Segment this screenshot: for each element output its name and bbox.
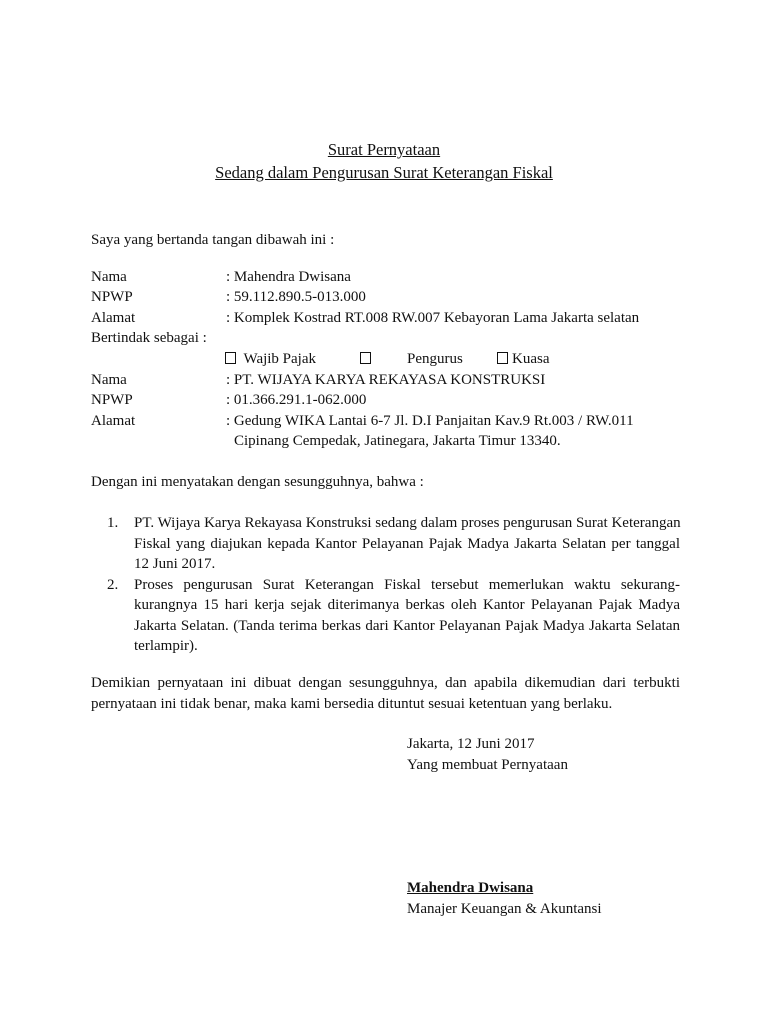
item-line: PT. Wijaya Karya Rekayasa Konstruksi sedang dalam proses pengurusan Surat Keterangan — [134, 515, 681, 531]
item-line: kurangnya 15 hari kerja sejak diterimanya berkas oleh Kantor Pelayanan Pajak Madya — [134, 597, 680, 613]
closing-line: pernyataan ini tidak benar, maka kami bersedia dituntut sesuai ketentuan yang berlaku. — [91, 696, 613, 712]
person-address-label: Alamat — [91, 310, 136, 326]
acting-as-label: Bertindak sebagai : — [91, 330, 207, 346]
person-address-value: : Komplek Kostrad RT.008 RW.007 Kebayoran Lama Jakarta selatan — [226, 310, 640, 326]
company-npwp-value: : 01.366.291.1-062.000 — [226, 392, 367, 408]
company-address-value-2: Cipinang Cempedak, Jatinegara, Jakarta Timur 13340. — [234, 433, 561, 449]
option-pengurus: Pengurus — [407, 351, 463, 367]
company-npwp-label: NPWP — [91, 392, 133, 408]
option-wajib-pajak — [225, 350, 316, 368]
item-line: Jakarta Selatan. (Tanda terima berkas dari Kantor Pelayanan Pajak Madya Jakarta Selatan — [134, 618, 680, 634]
person-name-value: : Mahendra Dwisana — [226, 269, 351, 285]
statement-intro: Dengan ini menyatakan dengan sesungguhnya, bahwa : — [91, 474, 424, 490]
item-line: terlampir). — [134, 638, 198, 654]
closing-line: Demikian pernyataan ini dibuat dengan sesungguhnya, dan apabila dikemudian dari terbukti — [91, 675, 680, 691]
intro-text: Saya yang bertanda tangan dibawah ini : — [91, 232, 335, 248]
document-subtitle: Sedang dalam Pengurusan Surat Keterangan Fiskal — [215, 163, 553, 182]
place-date: Jakarta, 12 Juni 2017 — [407, 736, 535, 752]
checkbox-icon — [360, 350, 375, 368]
company-name-value: : PT. WIJAYA KARYA REKAYASA KONSTRUKSI — [226, 372, 546, 388]
option-kuasa — [497, 350, 550, 368]
item-line: Fiskal yang diajukan kepada Kantor Pelayanan Pajak Madya Jakarta Selatan per tanggal — [134, 536, 680, 552]
checkbox-icon — [360, 352, 371, 364]
option-label: Wajib Pajak — [243, 351, 317, 367]
option-label: Kuasa — [512, 351, 550, 367]
person-npwp-value: : 59.112.890.5-013.000 — [226, 289, 366, 305]
company-address-label: Alamat — [91, 413, 136, 429]
item-number: 2. — [107, 577, 119, 593]
company-address-value: : Gedung WIKA Lantai 6-7 Jl. D.I Panjaitan Kav.9 Rt.003 / RW.011 — [226, 413, 634, 429]
person-name-label: Nama — [91, 269, 127, 285]
item-number: 1. — [107, 515, 119, 531]
company-name-label: Nama — [91, 372, 127, 388]
signer-name: Mahendra Dwisana — [407, 880, 534, 896]
checkbox-icon — [225, 352, 236, 364]
item-line: Proses pengurusan Surat Keterangan Fiskal tersebut memerlukan waktu sekurang- — [134, 577, 680, 593]
item-line: 12 Juni 2017. — [134, 556, 216, 572]
document-title: Surat Pernyataan — [327, 140, 441, 159]
checkbox-icon — [497, 352, 508, 364]
signer-position: Manajer Keuangan & Akuntansi — [407, 901, 602, 917]
person-npwp-label: NPWP — [91, 289, 133, 305]
signature-maker: Yang membuat Pernyataan — [407, 757, 568, 773]
